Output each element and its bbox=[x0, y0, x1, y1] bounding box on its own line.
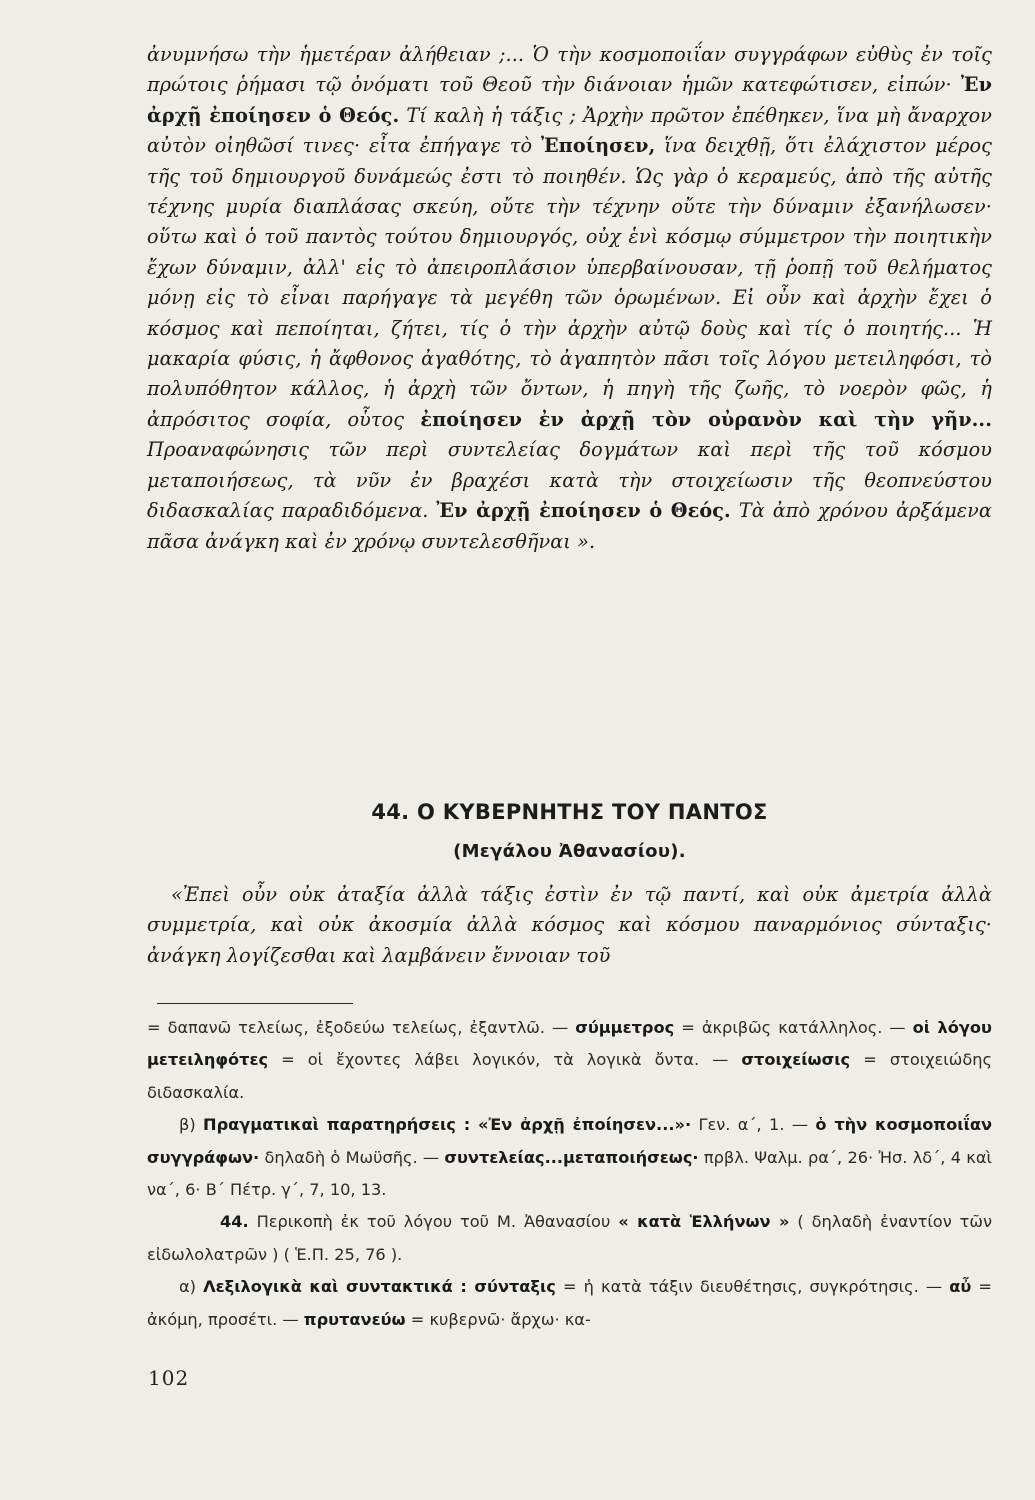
bold-quote: Ἐν ἀρχῇ ἐποίησεν ὁ Θεός. bbox=[147, 73, 992, 127]
note-text: α) bbox=[179, 1277, 196, 1297]
note-number: 44. bbox=[220, 1212, 249, 1232]
note-text: Περικοπὴ ἐκ τοῦ λόγου τοῦ Μ. Ἀθανασίου bbox=[256, 1212, 611, 1232]
body-text-paragraph-2 bbox=[147, 880, 992, 971]
section-subtitle: (Μεγάλου Ἀθανασίου). bbox=[453, 841, 686, 862]
body-text-paragraph-1 bbox=[147, 40, 992, 557]
footnotes bbox=[147, 1012, 992, 1336]
note-text: Γεν. α΄, 1. — bbox=[698, 1115, 809, 1135]
paragraph-2: «Ἐπεὶ οὖν οὐκ ἀταξία ἀλλὰ τάξις ἐστὶν ἐν τῷ παντί, καὶ οὐκ ἀμετρία ἀλλὰ συμμετρία, καὶ οὐκ ἀκοσμία ἀλλὰ κόσμος καὶ κόσμου παναρμόνιος σύνταξις· ἀνάγκη λογίζεσθαι καὶ λαμβάνειν ἔννοιαν τοῦ bbox=[147, 883, 992, 967]
bold-quote: ἐποίησεν ἐν ἀρχῇ τὸν οὐρανὸν καὶ τὴν γῆν... bbox=[420, 407, 992, 431]
text-span: ἵνα δειχθῇ, ὅτι ἐλάχιστον μέρος τῆς τοῦ δημιουργοῦ δυνάμεώς ἐστι τὸ ποιηθέν. Ὡς γὰρ ὁ κεραμεύς, ἀπὸ τῆς αὐτῆς τέχνης μυρία διαπλάσας σκεύη, οὔτε τὴν τέχνην οὔτε τὴν δύναμιν ἐξανήλωσεν· οὕτω καὶ ὁ τοῦ παντὸς τούτου δημιουργός, οὐχ ἑνὶ κόσμῳ σύμμετρον τὴν ποιητικὴν ἔχων δύναμιν, ἀλλ' εἰς τὸ ἀπειροπλάσιον ὑπερβαίνουσαν, τῇ ῥοπῇ τοῦ θελήματος μόνῃ εἰς τὸ εἶναι παρήγαγε τὰ μεγέθη τῶν ὁρωμένων. Εἰ οὖν καὶ ἀρχὴν ἔχει ὁ κόσμος καὶ πεποίηται, ζήτει, τίς ὁ τὴν ἀρχὴν αὐτῷ δοὺς καὶ τίς ὁ ποιητής... Ἡ μακαρία φύσις, ἡ ἄφθονος ἀγαθότης, τὸ ἀγαπητὸν πᾶσι τοῖς λόγου μετειληφόσι, τὸ πολυπόθητον κάλλος, ἡ ἀρχὴ τῶν ὄντων, ἡ πηγὴ τῆς ζωῆς, τὸ νοερὸν φῶς, ἡ ἀπρόσιτος σοφία, οὗτος bbox=[147, 134, 992, 431]
note-term: Λεξιλογικὰ καὶ συντακτικά : σύνταξις bbox=[203, 1277, 556, 1297]
note-term: Πραγματικαὶ παρατηρήσεις : «Ἐν ἀρχῇ ἐποίησεν...»· bbox=[203, 1115, 692, 1135]
footnote-2 bbox=[147, 1109, 992, 1206]
text-span: Τί καλὴ ἡ τάξις ; Ἀρχὴν πρῶτον ἐπέθηκεν, ἵνα μὴ ἄναρχον αὐτὸν οἰηθῶσί τινες· εἶτα ἐπήγαγε τὸ bbox=[147, 103, 992, 158]
text-span: ἀνυμνήσω τὴν ἡμετέραν ἀλήθειαν ;... Ὁ τὴν κοσμοποιΐαν συγγράφων εὐθὺς ἐν τοῖς πρώτοις ῥήμασι τῷ ὀνόματι τοῦ Θεοῦ τὴν διάνοιαν ἡμῶν κατεφώτισεν, εἰπών· bbox=[147, 43, 992, 97]
note-term: ὁ τὴν κοσμοποιΐαν συγγράφων· bbox=[147, 1115, 992, 1167]
note-text: = ἀκόμη, προσέτι. — bbox=[147, 1277, 992, 1329]
note-term: πρυτανεύω bbox=[303, 1309, 406, 1329]
footnote-3 bbox=[147, 1206, 992, 1271]
note-text: = κυβερνῶ· ἄρχω· κα- bbox=[410, 1309, 591, 1329]
note-text: ( δηλαδὴ ἐναντίον τῶν εἰδωλολατρῶν ) ( Ἑ.Π. 25, 76 ). bbox=[147, 1212, 992, 1264]
section-title: 44. Ο ΚΥΒΕΡΝΗΤΗΣ ΤΟΥ ΠΑΝΤΟΣ bbox=[371, 800, 768, 824]
note-text: = στοιχειώδης διδασκαλία. bbox=[147, 1050, 992, 1102]
bold-quote: Ἐποίησεν, bbox=[540, 134, 656, 158]
note-text: δηλαδὴ ὁ Μωϋσῆς. — bbox=[264, 1147, 440, 1167]
note-text: = δαπανῶ τελείως, ἐξοδεύω τελείως, ἐξαντλῶ. — bbox=[147, 1018, 569, 1037]
note-text: = ἡ κατὰ τάξιν διευθέτησις, συγκρότησις. — bbox=[563, 1277, 943, 1297]
note-term: οἱ λόγου μετειληφότες bbox=[147, 1018, 992, 1070]
text-span: Τὰ ἀπὸ χρόνου ἀρξάμενα πᾶσα ἀνάγκη καὶ ἐν χρόνῳ συντελεσθῆναι ». bbox=[147, 499, 992, 553]
note-text: β) bbox=[179, 1115, 196, 1135]
note-term: στοιχείωσις bbox=[741, 1050, 851, 1070]
note-term: σύμμετρος bbox=[575, 1018, 675, 1037]
footnote-4 bbox=[147, 1271, 992, 1336]
note-term: συντελείας...μεταποιήσεως· bbox=[444, 1147, 699, 1167]
footnote-1 bbox=[147, 1012, 992, 1109]
footnote-divider bbox=[157, 1003, 353, 1004]
text-span: Προαναφώνησις τῶν περὶ συντελείας δογμάτων καὶ περὶ τῆς τοῦ κόσμου μεταποιήσεως, τὰ νῦν ἐν βραχέσι κατὰ τὴν στοιχείωσιν τῆς θεοπνεύστου διδασκαλίας παραδιδόμενα. bbox=[147, 438, 992, 523]
note-text: = ἀκριβῶς κατάλληλος. — bbox=[681, 1018, 906, 1037]
note-term: αὖ bbox=[949, 1277, 972, 1297]
note-text: = οἱ ἔχοντες λάβει λογικόν, τὰ λογικὰ ὄντα. — bbox=[281, 1050, 729, 1070]
paragraph-1 bbox=[147, 40, 992, 557]
note-text: πρβλ. Ψαλμ. ρα΄, 26· Ἠσ. λδ΄, 4 καὶ να΄, 6· Β΄ Πέτρ. γ΄, 7, 10, 13. bbox=[147, 1147, 992, 1200]
page-number: 102 bbox=[148, 1366, 190, 1390]
note-term: « κατὰ Ἑλλήνων » bbox=[618, 1212, 790, 1232]
bold-quote: Ἐν ἀρχῇ ἐποίησεν ὁ Θεός. bbox=[436, 499, 731, 523]
